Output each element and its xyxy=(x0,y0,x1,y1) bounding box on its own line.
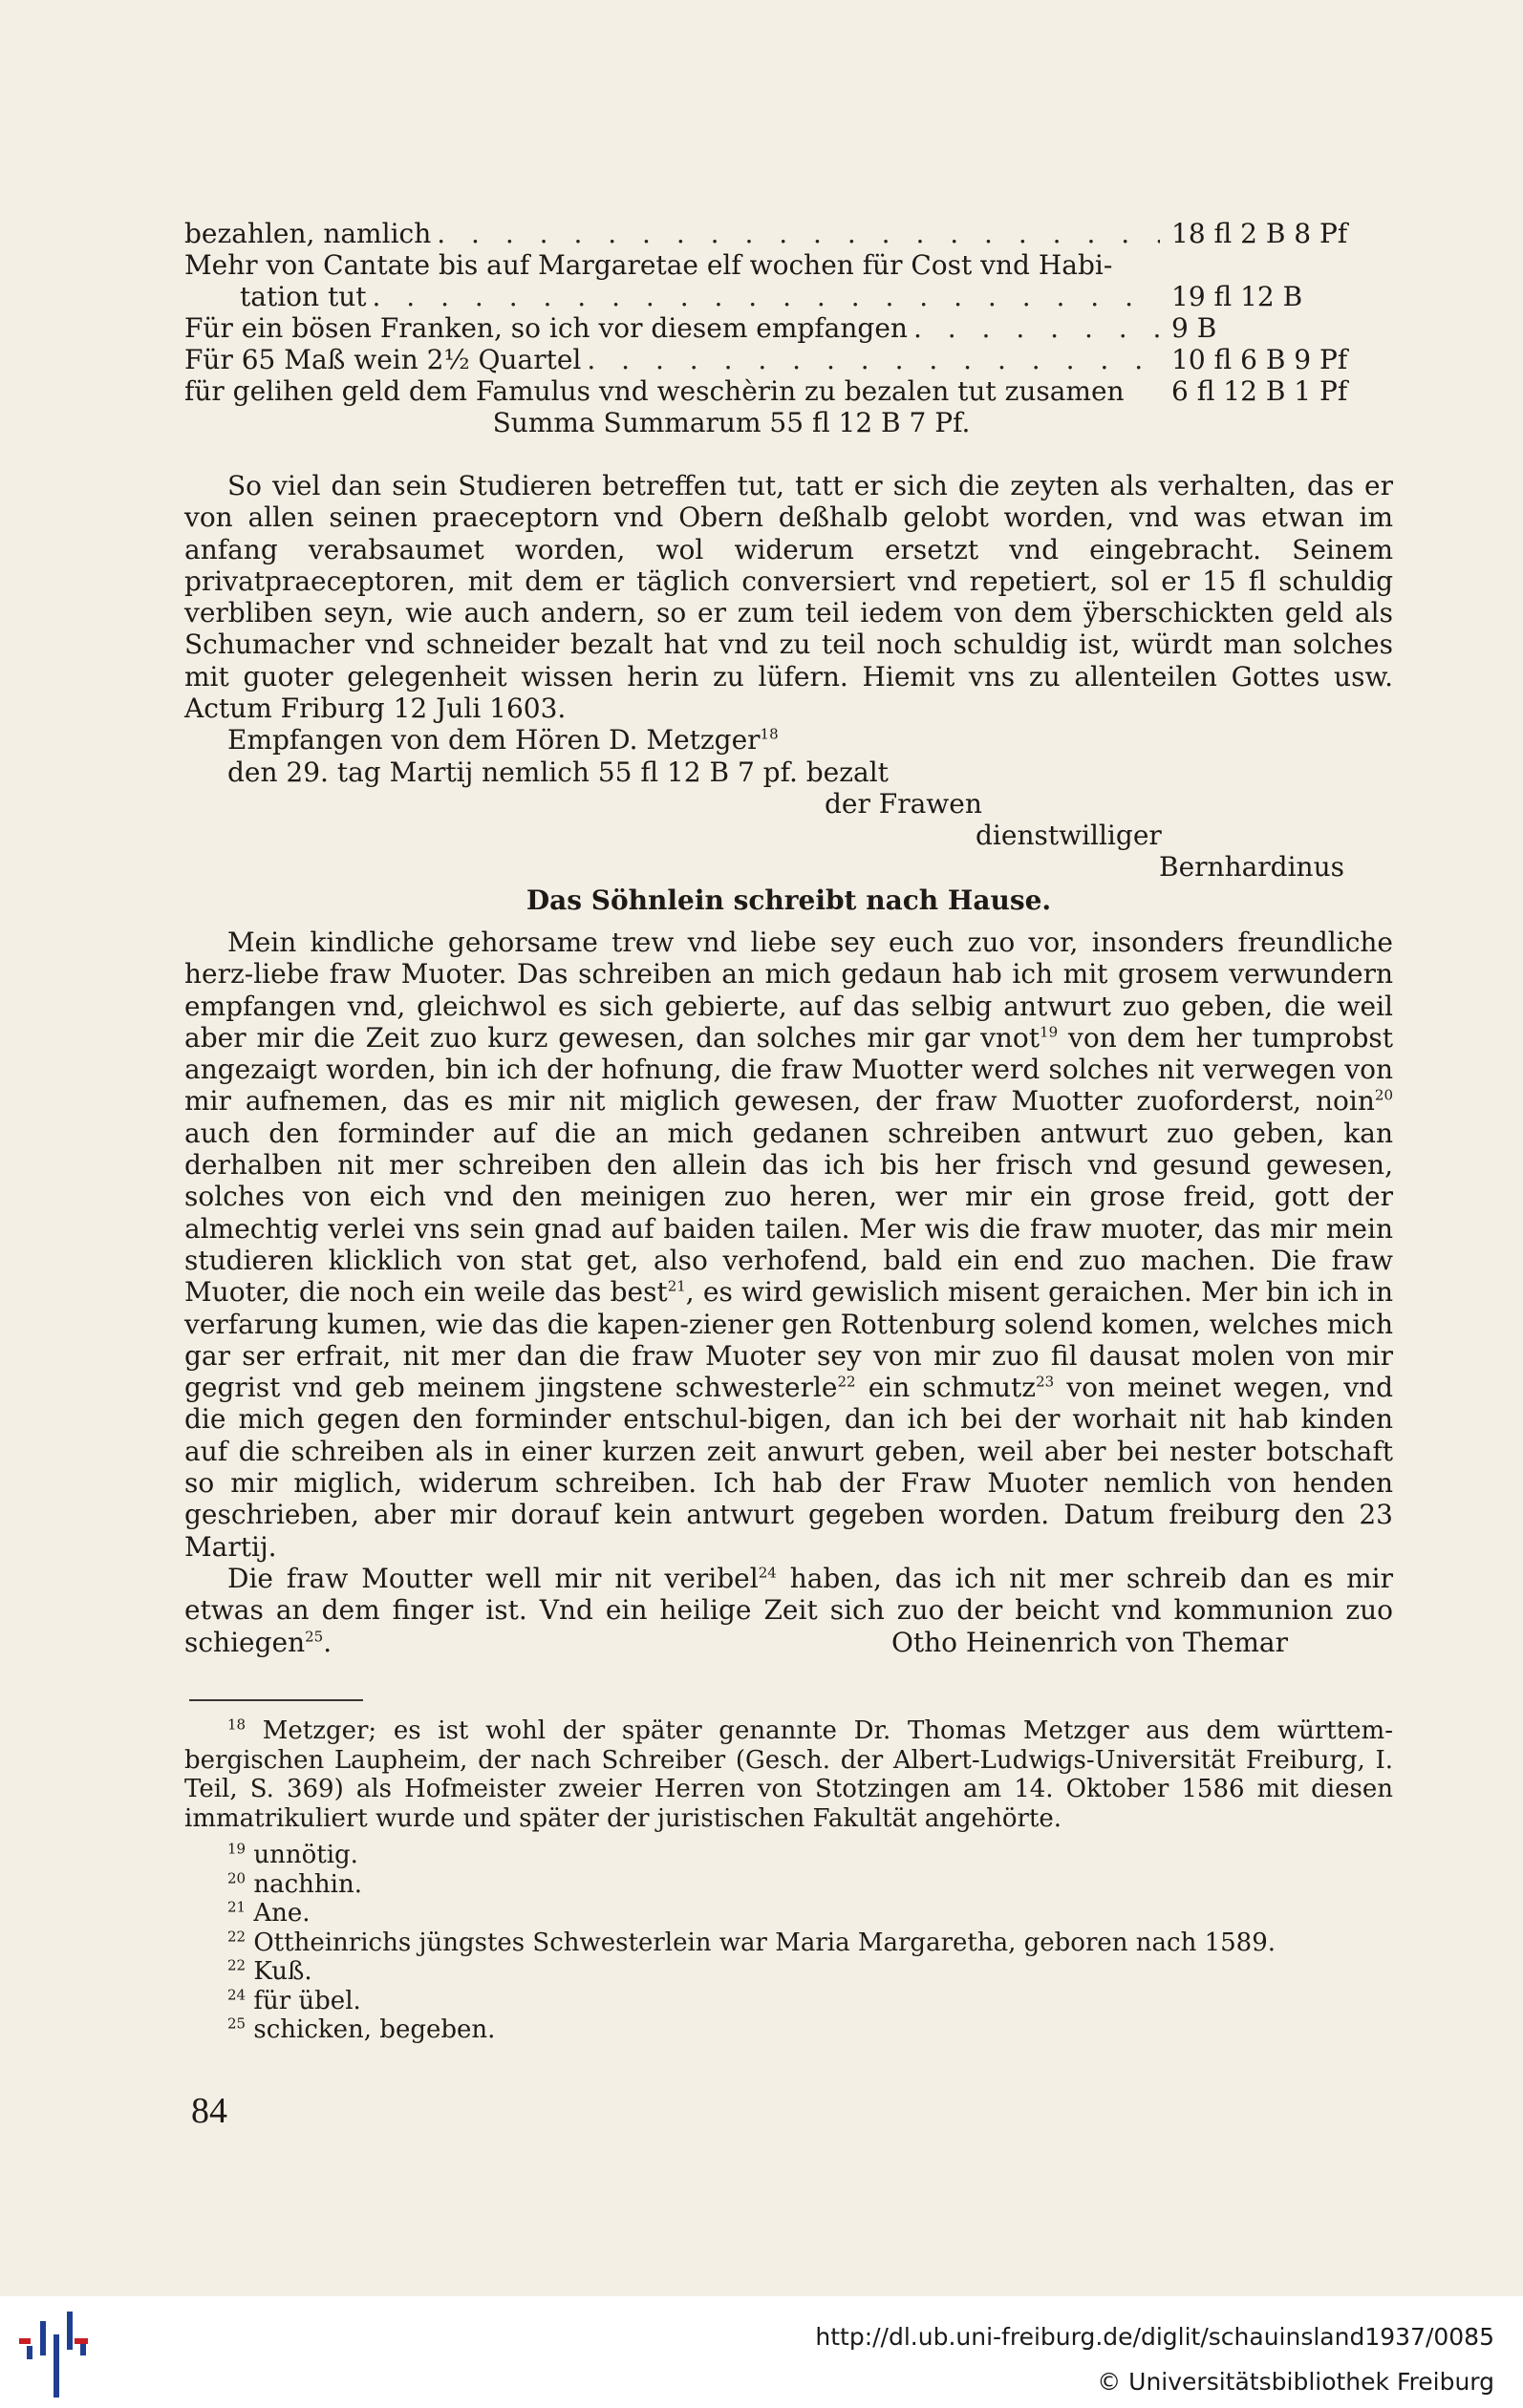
closing-signature: Bernhardinus xyxy=(1159,850,1344,883)
footnote-ref: 25 xyxy=(305,1628,324,1646)
ledger-item-label: für gelihen geld dem Famulus vnd weschèrin zu bezalen tut zusamen xyxy=(184,375,1125,407)
leader-dots xyxy=(913,312,1160,344)
footnote-ref: 20 xyxy=(1374,1087,1393,1105)
ledger-total xyxy=(184,407,1393,438)
footnote: $^{18}$ Metzger; es ist wohl der später genannte Dr. Thomas Metzger aus dem württem-bergischen Laupheim, der nach Schreiber (Gesch. der Albert-Ludwigs-Universität Freiburg, I. Teil, S. 369) als Hofmeister zweier Herren von Stotzingen am 14. Oktober 1586 mit diesen immatrikuliert wurde und später der juristischen Fakultät angehörte. xyxy=(184,1715,1393,1833)
section-heading: Das Söhnlein schreibt nach Hause. xyxy=(526,884,1052,916)
ledger-row xyxy=(184,375,1393,407)
letter-paragraph: Mein kindliche gehorsame trew vnd liebe sey euch zuo vor, insonders freundliche herz-liebe fraw Muoter. Das schreiben an mich gedaun hab ich mit grosem verwundern empfangen vnd, gleichwol es sich gebierte, auf das selbig antwurt zuo geben, die weil aber mir die Zeit zuo kurz gewesen, dan solches mir gar vnot$^{19}$ von dem her tumprobst angezaigt worden, bin ich der hofnung, die fraw Muotter werd solches nit verwegen von mir aufnemen, das es mir nit miglich gewesen, der fraw Muotter zuoforderst, noin$^{20}$ auch den forminder auf die an mich gedanen schreiben antwurt zuo geben, kan derhalben nit mer schreiben den allein das ich bis her frisch vnd gesund gewesen, solches von eich vnd den meinigen zuo heren, wer mir ein grose freid, gott der almechtig verlei vns sein gnad auf baiden tailen. Mer wis die fraw muoter, das mir mein studieren klicklich von stat get, also verhofend, bald ein end zuo machen. Die fraw Muoter, die noch ein weile das best$^{21}$, es wird gewislich misent geraichen. Mer bin ich in verfarung kumen, wie das die kapen-ziener gen Rottenburg solend komen, welches mich gar ser erfrait, nit mer dan die fraw Muoter sey von mir zuo fil dausat molen von mir gegrist vnd geb meinem jingstene schwesterle$^{22}$ ein schmutz$^{23}$ von meinet wegen, vnd die mich gegen den forminder entschul-bigen, dan ich bei der worhait nit hab kinden auf die schreiben als in einer kurzen zeit anwurt geben, weil aber bei nester botschaft so mir miglich, widerum schreiben. Ich hab der Fraw Muoter nemlich von henden geschrieben, aber mir dorauf kein antwurt gegeben worden. Datum freiburg den 23 Martij. xyxy=(184,927,1394,1563)
receipt-line: Empfangen von dem Hören D. Metzger$^{18}$ xyxy=(227,724,779,756)
leader-dots xyxy=(437,218,1160,249)
ledger-item-label: tation tut xyxy=(240,281,367,312)
leader-dots xyxy=(372,281,1160,312)
summa-line: Summa Summarum 55 fl 12 B 7 Pf. xyxy=(492,407,971,438)
ledger-item-label: Für ein bösen Franken, so ich vor diesem empfangen xyxy=(184,312,908,344)
report-section xyxy=(184,470,1393,883)
ledger-amount: 9 B xyxy=(1171,312,1217,344)
footnote-ref: 24 xyxy=(758,1564,777,1582)
ledger-amount: 6 fl 12 B 1 Pf xyxy=(1171,375,1348,407)
footnote: $^{19}$ unnötig. xyxy=(227,1840,358,1869)
footnote: $^{22}$ Ottheinrichs jüngstes Schwesterlein war Maria Margaretha, geboren nach 1589. xyxy=(227,1927,1276,1957)
footnote-ref: 22 xyxy=(837,1373,856,1391)
ledger-item-label: Für 65 Maß wein 2½ Quartel xyxy=(184,344,582,375)
footnote: $^{22}$ Kuß. xyxy=(227,1956,312,1986)
ledger-row xyxy=(184,249,1393,281)
footnote-ref: 19 xyxy=(1040,1023,1059,1041)
footnote-ref: 23 xyxy=(1036,1373,1055,1391)
ledger-amount: 10 fl 6 B 9 Pf xyxy=(1171,344,1348,375)
ledger-row xyxy=(184,344,1393,375)
expense-ledger xyxy=(184,218,1393,407)
letter-section xyxy=(184,927,1393,1658)
page-number: 84 xyxy=(191,2091,227,2131)
ledger-row xyxy=(184,281,1393,312)
footnote: $^{25}$ schicken, begeben. xyxy=(227,2014,496,2044)
footnote: $^{24}$ für übel. xyxy=(227,1985,361,2015)
source-url-link[interactable]: http://dl.ub.uni-freiburg.de/diglit/schauinsland1937/0085 xyxy=(815,2323,1494,2351)
ub-freiburg-logo-icon xyxy=(17,2304,103,2399)
closing-line: der Frawen xyxy=(825,787,982,820)
footnote-ref: 21 xyxy=(667,1277,686,1295)
ledger-row xyxy=(184,312,1393,344)
copyright-notice: © Universitätsbibliothek Freiburg xyxy=(1097,2368,1494,2396)
receipt-date-line: den 29. tag Martij nemlich 55 fl 12 B 7 pf. bezalt xyxy=(227,756,889,788)
report-paragraph: So viel dan sein Studieren betreffen tut, tatt er sich die zeyten als verhalten, das er von allen seinen praeceptorn vnd Obern deßhalb gelobt worden, vnd was etwan im anfang verabsaumet worden, wol widerum ersetzt vnd eingebracht. Seinem privatpraeceptoren, mit dem er täglich conversiert vnd repetiert, sol er 15 fl schuldig verbliben seyn, wie auch andern, so er zum teil iedem von dem ÿberschickten geld als Schumacher vnd schneider bezalt hat vnd zu teil noch schuldig ist, würdt man solches mit guoter gelegenheit wissen herin zu lüfern. Hiemit vns zu allenteilen Gottes usw. Actum Friburg 12 Juli 1603. xyxy=(184,470,1393,725)
closing-line: dienstwilliger xyxy=(976,819,1162,851)
viewer-footer xyxy=(0,2296,1523,2408)
ledger-row xyxy=(184,218,1393,249)
ledger-item-label: bezahlen, namlich xyxy=(184,218,432,249)
footnote-ref: 18 xyxy=(760,726,779,744)
ledger-amount: 19 fl 12 B xyxy=(1171,281,1303,312)
footnotes xyxy=(184,1716,1393,2045)
footnote: $^{21}$ Ane. xyxy=(227,1898,311,1928)
letter-signature: Otho Heinenrich von Themar xyxy=(890,1626,1288,1658)
leader-dots xyxy=(587,344,1160,375)
letter-paragraph: Die fraw Moutter well mir nit veribel$^{24}$ haben, das ich nit mer schreib dan es mir etwas an dem finger ist. Vnd ein heilige Zeit sich zuo der beicht vnd kommunion zuo schiegen$^{25}$. xyxy=(184,1562,1394,1658)
ledger-item-label: Mehr von Cantate bis auf Margaretae elf wochen für Cost vnd Habi- xyxy=(184,249,1113,281)
footnote: $^{20}$ nachhin. xyxy=(227,1868,362,1899)
footnote-rule xyxy=(189,1699,363,1701)
ledger-amount: 18 fl 2 B 8 Pf xyxy=(1171,218,1348,249)
